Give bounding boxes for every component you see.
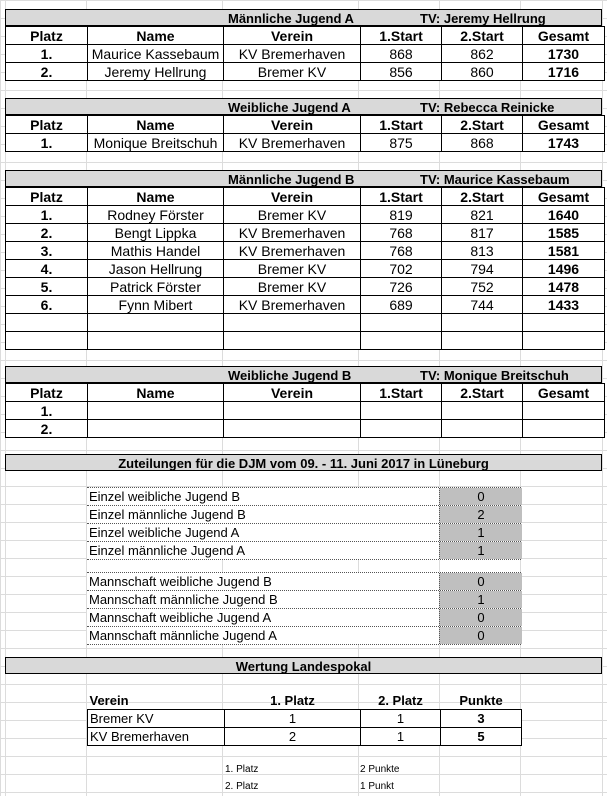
cell-gesamt: 1478 (523, 278, 605, 296)
list-item (87, 627, 521, 645)
col-header: Verein (224, 384, 361, 402)
cell-platz: 6. (6, 296, 88, 314)
cell-platz: 2. (6, 63, 88, 81)
cell-start1: 768 (361, 224, 442, 242)
allocation-title: Zuteilungen für die DJM vom 09. - 11. Juni 2017 in Lüneburg (118, 456, 489, 471)
cell-start1: 689 (361, 296, 442, 314)
cell-name: Rodney Förster (88, 206, 224, 224)
list-item (87, 487, 521, 506)
cell-punkte: 3 (441, 710, 522, 728)
cell-name: Monique Breitschuh (88, 134, 224, 152)
table-row (6, 206, 605, 224)
cell-name: Jason Hellrung (88, 260, 224, 278)
results-table-mjb (5, 187, 605, 350)
col-header: Name (88, 384, 224, 402)
col-header: 1.Start (361, 188, 442, 206)
cell-start1: 875 (361, 134, 442, 152)
cell-start2: 817 (442, 224, 523, 242)
results-table-wja (5, 115, 605, 152)
col-header: Gesamt (523, 116, 605, 134)
section-trainer: TV: Jeremy Hellrung (420, 11, 546, 26)
table-row (6, 134, 605, 152)
cell-punkte: 5 (441, 728, 522, 746)
results-table-mja (5, 26, 605, 81)
col-header: 2.Start (442, 116, 523, 134)
cell-verein: KV Bremerhaven (224, 224, 361, 242)
table-row (6, 420, 605, 438)
section-trainer: TV: Rebecca Reinicke (420, 100, 555, 115)
col-header: Verein (224, 116, 361, 134)
legend-place-1: 1. Platz (225, 764, 259, 775)
allocation-label: Mannschaft männliche Jugend B (89, 592, 278, 607)
col-header: Verein (224, 27, 361, 45)
list-item (87, 524, 521, 542)
landespokal-band (5, 657, 602, 674)
col-header: 1.Start (361, 384, 442, 402)
col-header: Name (88, 27, 224, 45)
list-item (87, 542, 521, 560)
col-header: Platz (6, 27, 88, 45)
cell-gesamt: 1640 (523, 206, 605, 224)
allocation-label: Mannschaft weibliche Jugend A (89, 610, 272, 625)
allocation-value: 0 (439, 573, 522, 590)
cell-start2: 794 (442, 260, 523, 278)
cell-start1: 819 (361, 206, 442, 224)
cell-start1: 768 (361, 242, 442, 260)
allocation-label: Einzel männliche Jugend B (89, 507, 246, 522)
cell-start1: 702 (361, 260, 442, 278)
cell-start1: 726 (361, 278, 442, 296)
cell-start2: 813 (442, 242, 523, 260)
table-row-empty (6, 314, 605, 332)
col-header: Gesamt (523, 384, 605, 402)
col-header: Name (88, 116, 224, 134)
allocation-label: Einzel weibliche Jugend B (89, 489, 241, 504)
cell-platz: 1. (6, 134, 88, 152)
landespokal-table (87, 692, 522, 746)
section-title: Männliche Jugend A (228, 11, 354, 26)
cell-gesamt: 1433 (523, 296, 605, 314)
allocation-einzel (87, 487, 521, 560)
allocation-mannschaft (87, 572, 521, 645)
cell-gesamt: 1730 (523, 45, 605, 63)
cell-name: Patrick Förster (88, 278, 224, 296)
col-header: 1.Start (361, 116, 442, 134)
section-trainer: TV: Maurice Kassebaum (420, 172, 570, 187)
cell-name: Bengt Lippka (88, 224, 224, 242)
cell-name: Fynn Mibert (88, 296, 224, 314)
section-band-wjb (5, 366, 602, 383)
cell-platz1: 1 (225, 710, 361, 728)
allocation-label: Einzel weibliche Jugend A (89, 525, 240, 540)
cell-verein: Bremer KV (224, 260, 361, 278)
allocation-label: Mannschaft weibliche Jugend B (89, 574, 272, 589)
table-row (6, 224, 605, 242)
legend-points-2: 1 Punkt (360, 781, 394, 792)
col-header: 2.Start (442, 384, 523, 402)
table-row-empty (6, 332, 605, 350)
results-table-wjb (5, 383, 605, 438)
cell-platz2: 1 (361, 728, 441, 746)
cell-verein: Bremer KV (224, 63, 361, 81)
cell-gesamt: 1743 (523, 134, 605, 152)
cell-start1: 868 (361, 45, 442, 63)
cell-platz2: 1 (361, 710, 441, 728)
cell-gesamt: 1496 (523, 260, 605, 278)
cell-verein: KV Bremerhaven (224, 45, 361, 63)
col-header: 2. Platz (378, 692, 423, 708)
allocation-value: 2 (439, 506, 522, 523)
table-row (6, 402, 605, 420)
table-row (88, 728, 522, 746)
table-row (6, 63, 605, 81)
col-header: 1.Start (361, 27, 442, 45)
col-header: Name (88, 188, 224, 206)
col-header: Gesamt (523, 27, 605, 45)
list-item (87, 609, 521, 627)
cell-platz: 2. (6, 224, 88, 242)
section-title: Männliche Jugend B (228, 172, 355, 187)
list-item (87, 572, 521, 591)
col-header: Verein (224, 188, 361, 206)
cell-platz: 2. (6, 420, 88, 438)
col-header: Platz (6, 384, 88, 402)
cell-verein: Bremer KV (224, 206, 361, 224)
allocation-value: 1 (439, 542, 522, 559)
cell-verein: KV Bremerhaven (224, 242, 361, 260)
cell-platz: 4. (6, 260, 88, 278)
section-band-mja (5, 9, 602, 26)
cell-gesamt: 1716 (523, 63, 605, 81)
section-title: Weibliche Jugend A (228, 100, 351, 115)
table-row (6, 296, 605, 314)
allocation-value: 1 (439, 591, 522, 608)
table-row (6, 260, 605, 278)
allocation-label: Mannschaft männliche Jugend A (89, 628, 277, 643)
table-row (6, 242, 605, 260)
cell-start2: 744 (442, 296, 523, 314)
allocation-value: 0 (439, 609, 522, 626)
table-row (6, 45, 605, 63)
cell-verein: KV Bremerhaven (224, 134, 361, 152)
cell-platz: 3. (6, 242, 88, 260)
col-header: Platz (6, 188, 88, 206)
col-header: 2.Start (442, 27, 523, 45)
legend-place-2: 2. Platz (225, 781, 259, 792)
cell-platz1: 2 (225, 728, 361, 746)
legend-points-1: 2 Punkte (360, 764, 400, 775)
col-header: Platz (6, 116, 88, 134)
cell-start2: 821 (442, 206, 523, 224)
cell-platz: 5. (6, 278, 88, 296)
allocation-label: Einzel männliche Jugend A (89, 543, 246, 558)
landespokal-title: Wertung Landespokal (235, 659, 372, 674)
cell-start2: 862 (442, 45, 523, 63)
table-row (88, 710, 522, 728)
allocation-value: 0 (439, 488, 522, 505)
col-header: 1. Platz (270, 692, 315, 708)
cell-verein: Bremer KV (224, 278, 361, 296)
allocation-band (5, 454, 602, 471)
col-header: Gesamt (523, 188, 605, 206)
cell-gesamt: 1581 (523, 242, 605, 260)
cell-verein: KV Bremerhaven (88, 728, 225, 746)
cell-gesamt: 1585 (523, 224, 605, 242)
allocation-value: 1 (439, 524, 522, 541)
cell-name: Jeremy Hellrung (88, 63, 224, 81)
cell-start1: 856 (361, 63, 442, 81)
col-header: Punkte (459, 692, 503, 708)
col-header: Verein (89, 692, 129, 708)
allocation-value: 0 (439, 627, 522, 644)
section-title: Weibliche Jugend B (228, 368, 352, 383)
cell-verein: KV Bremerhaven (224, 296, 361, 314)
cell-name: Mathis Handel (88, 242, 224, 260)
cell-start2: 752 (442, 278, 523, 296)
cell-platz: 1. (6, 402, 88, 420)
col-header: 2.Start (442, 188, 523, 206)
cell-verein: Bremer KV (88, 710, 225, 728)
table-row (6, 278, 605, 296)
cell-platz: 1. (6, 206, 88, 224)
cell-start2: 860 (442, 63, 523, 81)
section-trainer: TV: Monique Breitschuh (420, 368, 569, 383)
cell-platz: 1. (6, 45, 88, 63)
section-band-wja (5, 98, 602, 115)
cell-name: Maurice Kassebaum (88, 45, 224, 63)
list-item (87, 506, 521, 524)
section-band-mjb (5, 170, 602, 187)
cell-start2: 868 (442, 134, 523, 152)
list-item (87, 591, 521, 609)
